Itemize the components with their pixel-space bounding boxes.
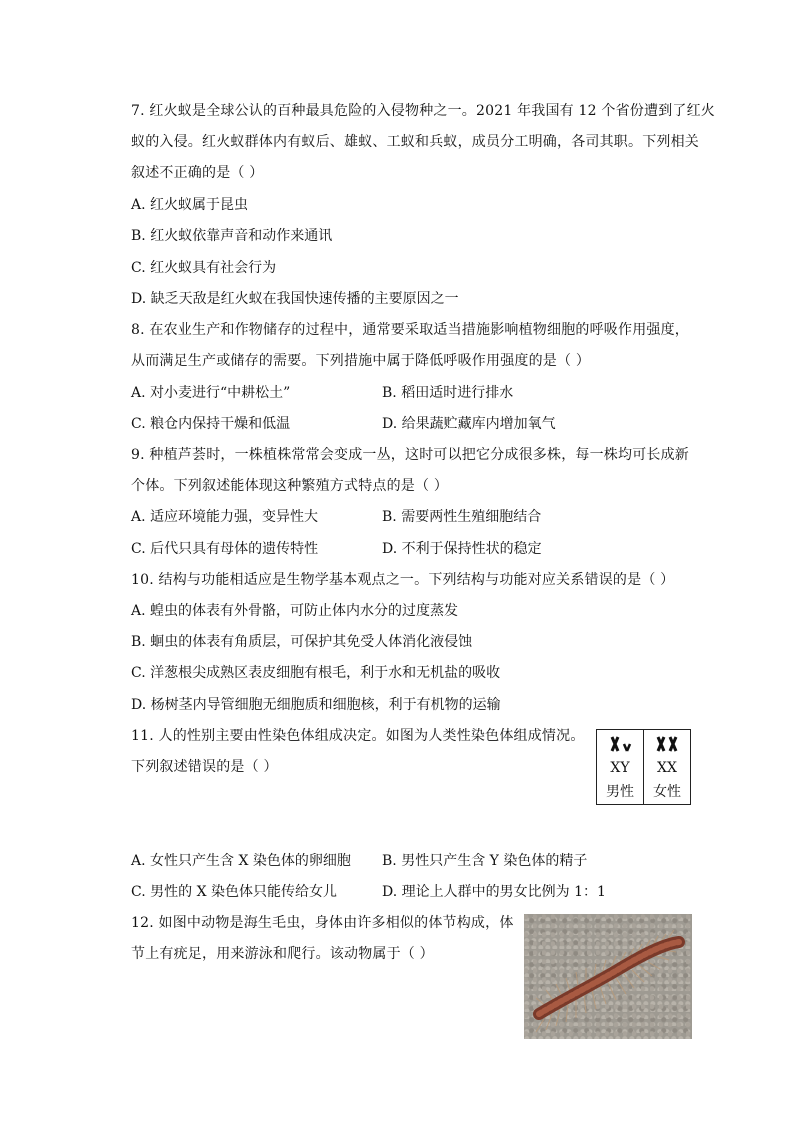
q9-option-c: C. 后代只具有母体的遗传特性	[131, 541, 319, 557]
q7-stem-line1: 7. 红火蚁是全球公认的百种最具危险的入侵物种之一。2021 年我国有 12 个省份遭到了红火	[131, 103, 715, 119]
sea-worm-photo	[524, 914, 692, 1039]
q12-stem-line1: 12. 如图中动物是海生毛虫，身体由许多相似的体节构成，体	[131, 915, 514, 931]
q10-option-d: D. 杨树茎内导管细胞无细胞质和细胞核，利于有机物的运输	[131, 697, 501, 713]
q7-stem-line3: 叙述不正确的是（ ）	[131, 165, 264, 181]
q9-option-d: D. 不利于保持性状的稳定	[382, 541, 542, 557]
q11-option-d: D. 理论上人群中的男女比例为 1：1	[382, 884, 606, 900]
xx-chromosome-icon	[654, 736, 680, 752]
q11-option-b: B. 男性只产生含 Y 染色体的精子	[382, 853, 588, 869]
polychaete-worm-illustration	[524, 914, 692, 1039]
q8-option-b: B. 稻田适时进行排水	[382, 385, 514, 401]
q11-stem-line2: 下列叙述错误的是（ ）	[131, 759, 278, 775]
q10-option-c: C. 洋葱根尖成熟区表皮细胞有根毛，利于水和无机盐的吸收	[131, 665, 501, 681]
male-label: 男性	[606, 784, 634, 800]
q11-option-a: A. 女性只产生含 X 染色体的卵细胞	[131, 853, 351, 869]
q7-option-d: D. 缺乏天敌是红火蚁在我国快速传播的主要原因之一	[131, 291, 459, 307]
q10-option-b: B. 蛔虫的体表有角质层，可保护其免受人体消化液侵蚀	[131, 634, 473, 650]
q8-option-a: A. 对小麦进行“中耕松土”	[131, 385, 291, 401]
xy-chromosome-icon	[607, 736, 633, 752]
q7-option-c: C. 红火蚁具有社会行为	[131, 260, 277, 276]
q12-stem-line2: 节上有疣足，用来游泳和爬行。该动物属于（ ）	[131, 946, 434, 962]
q11-stem-line1: 11. 人的性别主要由性染色体组成决定。如图为人类性染色体组成情况。	[131, 728, 585, 744]
q7-stem-line2: 蚁的入侵。红火蚁群体内有蚁后、雄蚁、工蚁和兵蚁，成员分工明确，各司其职。下列相关	[131, 134, 699, 150]
q10-option-a: A. 蝗虫的体表有外骨骼，可防止体内水分的过度蒸发	[131, 603, 459, 619]
female-chromosome-column	[643, 730, 690, 804]
q10-stem: 10. 结构与功能相适应是生物学基本观点之一。下列结构与功能对应关系错误的是（ ）	[131, 572, 675, 588]
female-label: 女性	[653, 784, 681, 800]
q8-stem-line2: 从而满足生产或储存的需要。下列措施中属于降低呼吸作用强度的是（ ）	[131, 353, 591, 369]
q7-option-a: A. 红火蚁属于昆虫	[131, 197, 249, 213]
q8-option-c: C. 粮仓内保持干燥和低温	[131, 416, 291, 432]
q8-option-d: D. 给果蔬贮藏库内增加氧气	[382, 416, 556, 432]
q9-option-a: A. 适应环境能力强，变异性大	[131, 509, 319, 525]
q7-option-b: B. 红火蚁依靠声音和动作来通讯	[131, 228, 333, 244]
sex-chromosome-figure	[596, 729, 691, 805]
q8-stem-line1: 8. 在农业生产和作物储存的过程中，通常要采取适当措施影响植物细胞的呼吸作用强度，	[131, 322, 690, 338]
male-genotype: XY	[610, 760, 630, 776]
q9-stem-line1: 9. 种植芦荟时，一株植株常常会变成一丛，这时可以把它分成很多株，每一株均可长成新	[131, 447, 690, 463]
male-chromosome-column	[597, 730, 643, 804]
q11-option-c: C. 男性的 X 染色体只能传给女儿	[131, 884, 337, 900]
q9-stem-line2: 个体。下列叙述能体现这种繁殖方式特点的是（ ）	[131, 478, 449, 494]
q9-option-b: B. 需要两性生殖细胞结合	[382, 509, 542, 525]
female-genotype: XX	[657, 760, 677, 776]
